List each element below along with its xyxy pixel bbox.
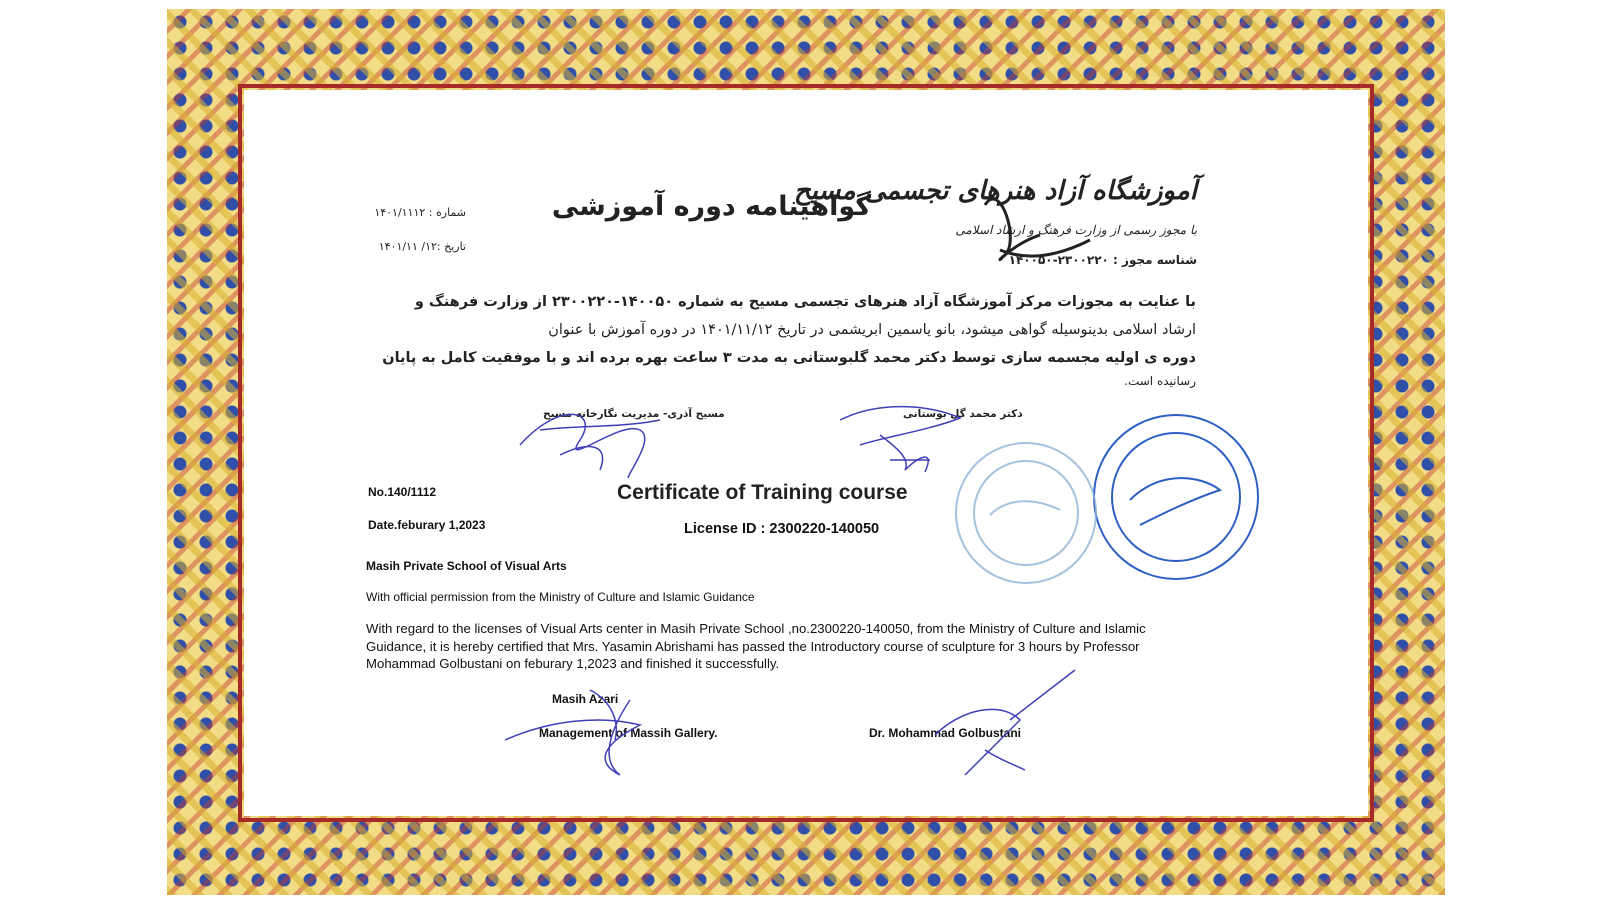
persian-signatory-left: مسیح آذری- مدیریت نگارخانه مسیح <box>543 408 725 420</box>
school-logo-mark <box>985 199 1090 260</box>
english-date: Date.feburary 1,2023 <box>368 518 486 532</box>
school-logo-name: آموزشگاه آزاد هنرهای تجسمی مسیح <box>793 176 1197 206</box>
english-signatory-2-name: Dr. Mohammad Golbustani <box>869 726 1022 740</box>
persian-body-line-3: دوره ی اولیه مجسمه سازی توسط دکتر محمد گلبوستانی به مدت ۳ ساعت بهره برده اند و با موفقیت کامل به پایان <box>382 350 1196 366</box>
english-signature-1 <box>505 690 640 775</box>
english-body-paragraph: With regard to the licenses of Visual Arts center in Masih Private School ,no.2300220-140050, from the Ministry of Culture and Islamic Guidance, it is hereby certified that Mrs. Yasamin Abrishami has passed the Introductory course of sculpture for 3 hours by Professor Mohammad Golbustani on feburary 1,2023 and finished it successfully. <box>366 621 1146 671</box>
english-signature-2 <box>935 670 1075 775</box>
persian-doc-number: شماره : ۱۴۰۱/۱۱۱۲ <box>374 206 466 219</box>
persian-body-line-2: ارشاد اسلامی بدینوسیله گواهی میشود، بانو یاسمین ابریشمی در تاریخ ۱۴۰۱/۱۱/۱۲ در دوره آموزش با عنوان <box>548 322 1196 338</box>
english-permission: With official permission from the Ministry of Culture and Islamic Guidance <box>366 590 755 604</box>
persian-body-line-1: با عنایت به مجوزات مرکز آموزشگاه آزاد هنرهای تجسمی مسیح به شماره ۱۴۰۰۵۰-۲۳۰۰۲۲۰ از وزارت فرهنگ و <box>414 294 1196 310</box>
english-signatory-1-title: Management of Massih Gallery. <box>539 726 718 740</box>
persian-signature-right <box>840 407 960 472</box>
persian-signatory-right: دکتر محمد گل بوستانی <box>903 408 1023 420</box>
english-school-name: Masih Private School of Visual Arts <box>366 559 567 573</box>
persian-signature-left <box>520 414 660 478</box>
persian-body-line-4: رسانیده است. <box>1124 374 1196 388</box>
english-number: No.140/1112 <box>368 485 437 499</box>
persian-title: گواهینامه دوره آموزشی <box>551 191 871 222</box>
school-logo-ministry: با مجوز رسمی از وزارت فرهنگ و ارشاد اسلامی <box>955 223 1197 237</box>
school-logo-license: شناسه مجوز : ۲۳۰۰۲۲۰-۱۴۰۰۵۰ <box>1008 253 1197 267</box>
english-title: Certificate of Training course <box>617 481 908 504</box>
english-license-id: License ID : 2300220-140050 <box>684 521 880 537</box>
school-stamp <box>956 443 1096 583</box>
gallery-stamp <box>1094 415 1258 579</box>
persian-doc-date: تاریخ :۱۲/ ۱۴۰۱/۱۱ <box>378 240 466 253</box>
english-signatory-1-name: Masih Azari <box>552 692 619 706</box>
